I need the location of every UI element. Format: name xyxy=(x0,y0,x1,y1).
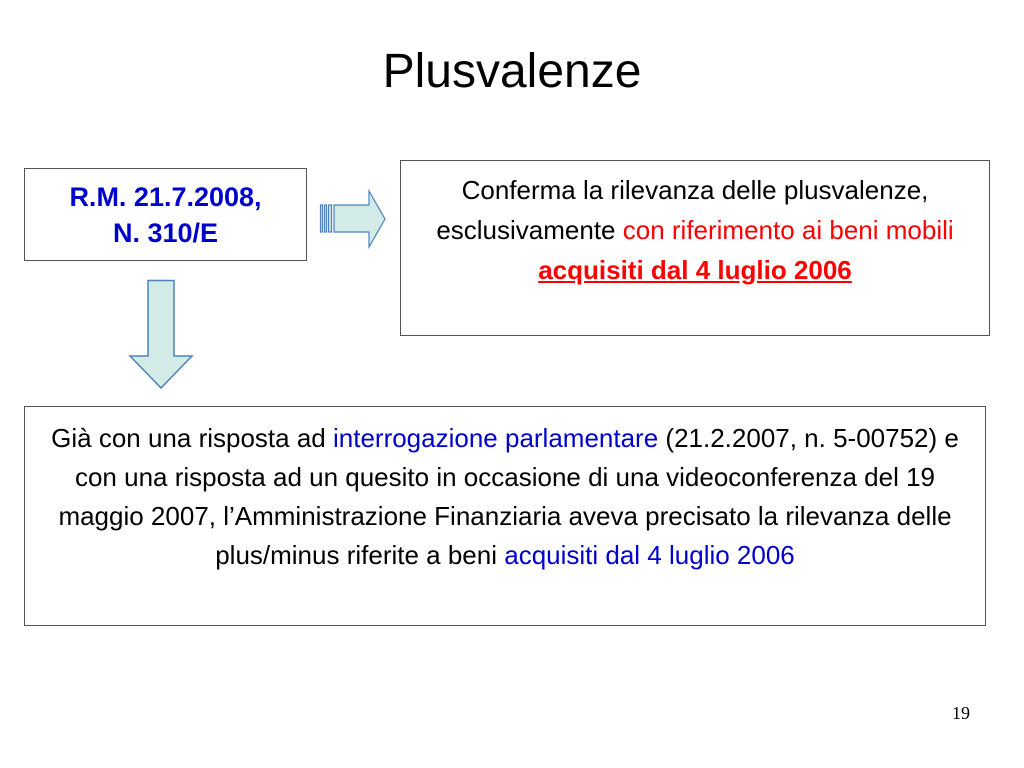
striped-right-arrow-icon xyxy=(320,190,386,248)
confirmation-red-text: con riferimento ai beni mobili xyxy=(622,215,954,245)
slide-title: Plusvalenze xyxy=(382,45,642,98)
down-arrow-icon xyxy=(128,280,194,390)
previous-clarification-box xyxy=(24,406,986,626)
reference-line-2: N. 310/E xyxy=(112,218,219,248)
confirmation-text: Conferma la rilevanza delle plusvalenze, esclusivamente xyxy=(436,175,929,245)
confirmation-box xyxy=(400,160,990,336)
confirmation-date-highlight: acquisiti dal 4 luglio 2006 xyxy=(538,255,852,285)
acquisition-date-highlight: acquisiti dal 4 luglio 2006 xyxy=(504,540,795,570)
parliamentary-question-highlight: interrogazione parlamentare xyxy=(332,423,659,453)
previous-text-body: (21.2.2007, n. 5-00752) e con una risposta ad un quesito in occasione di una videoconferenza del 19 maggio 2007, l’Amministrazione Finanziaria aveva precisato la rilevanza delle plus/minus riferite a beni xyxy=(58,423,959,570)
reference-line-1: R.M. 21.7.2008, xyxy=(69,182,262,212)
reference-box xyxy=(24,168,307,261)
previous-text-start: Già con una risposta ad xyxy=(51,423,333,453)
page-number: 19 xyxy=(952,703,970,723)
